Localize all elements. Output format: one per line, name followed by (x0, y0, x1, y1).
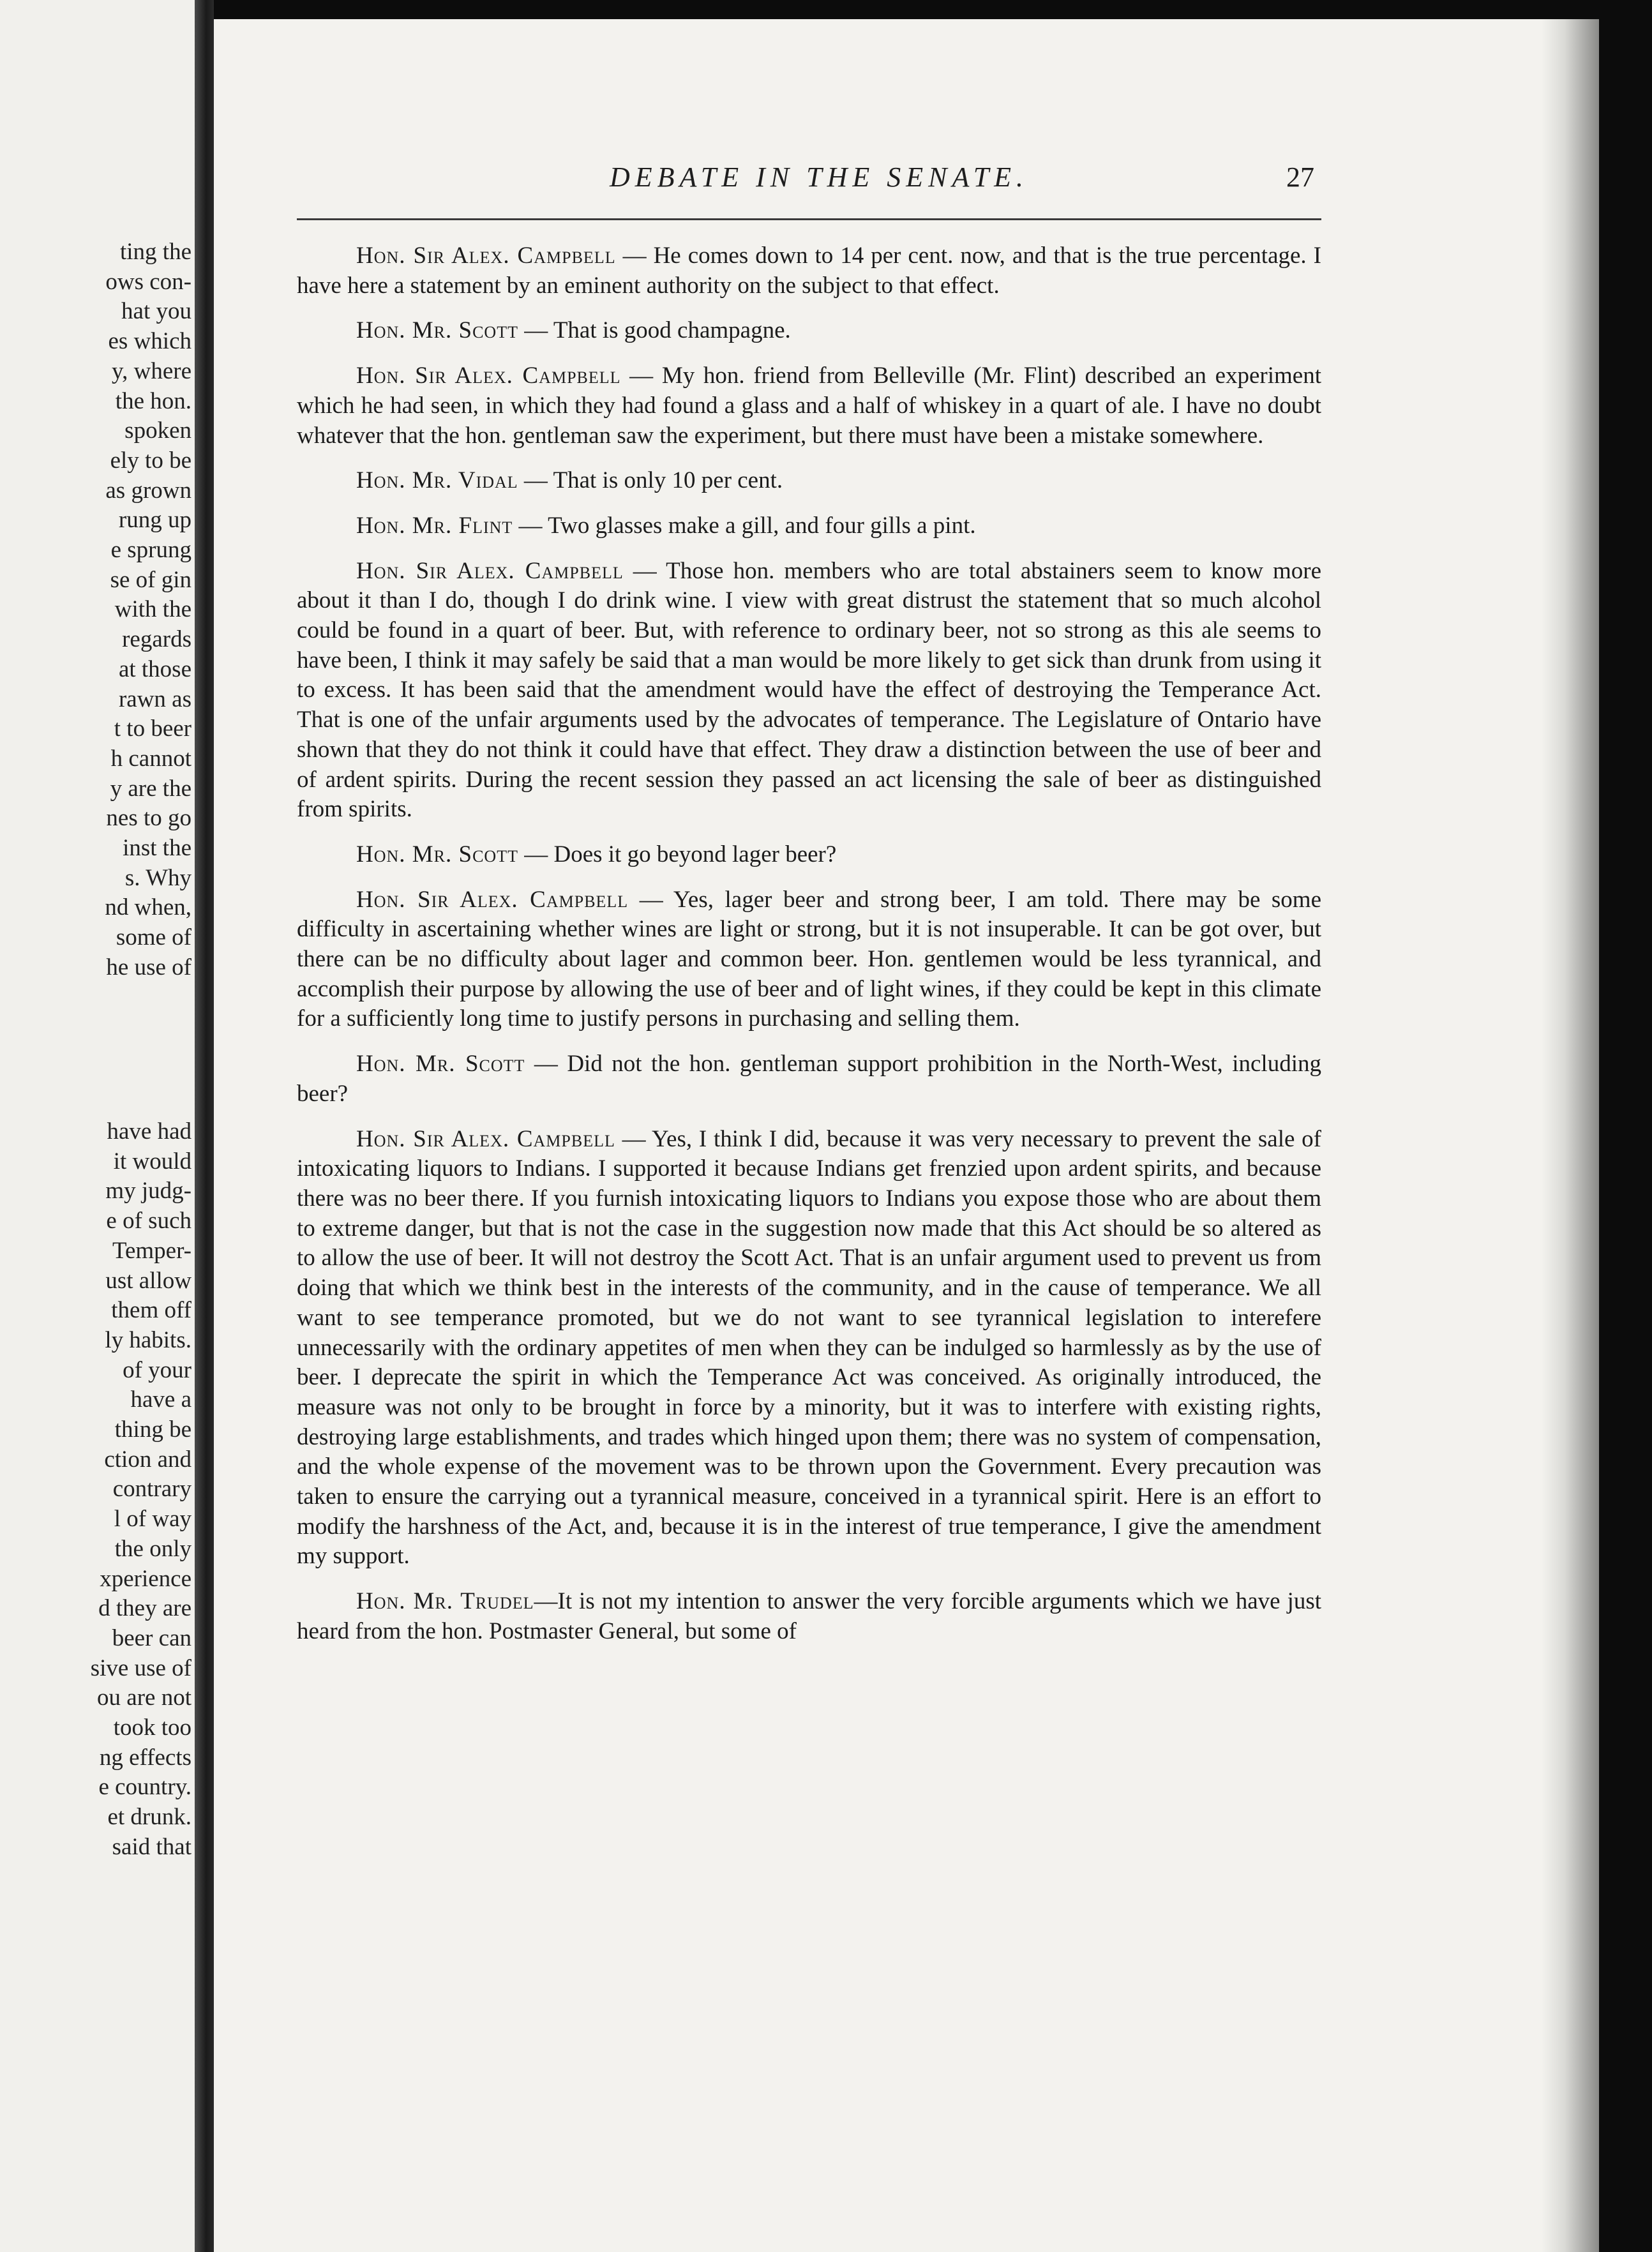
speaker-name: Hon. Sir Alex. Campbell (356, 243, 616, 269)
running-head (214, 161, 1599, 199)
speaker-name: Hon. Sir Alex. Campbell (356, 557, 624, 584)
facing-page-line: regards (122, 626, 191, 653)
facing-page-line: y, where (112, 357, 191, 384)
facing-page-line: rawn as (118, 686, 191, 712)
facing-page-line: xperience (100, 1565, 191, 1592)
facing-page-line: some of (116, 924, 191, 951)
facing-page-line: l of way (114, 1506, 191, 1533)
speaker-name: Hon. Sir Alex. Campbell (356, 886, 629, 913)
facing-page-line: as grown (105, 477, 191, 504)
facing-page-line: beer can (112, 1625, 191, 1651)
speech-text: — Yes, I think I did, because it was very necessary to prevent the sale of intoxicating liquors to Indians. I supported it because Indians get frenzied upon ardent spirits, and because there was no beer there. If you furnish intoxicating liquors to Indians you expose those who are about them to extreme danger, but that is not the case in the suggestion now made that this Act should be so altered as to allow the use of beer. It will not destroy the Scott Act. That is an unfair argument used to prevent us from doing that which we think best in the interests of the community, and in the cause of temperance. We all want to see temperance promoted, but we do not want to see tyrannical legislation to interefere unnecessarily with the ordinary appetites of men when they can be indulged so harmlessly as by the use of beer. I deprecate the spirit in which the Temperance Act was conceived. As originally introduced, the measure was not only to be brought in force by a minority, but it was to interfere with existing rights, destroying large establishments, and trades which hinged upon them; there was no system of compensation, and the whole expense of the movement was to be thrown upon the Government. Every precaution was taken to ensure the carrying out a tyrannical measure, conceived in a tyrannical spirit. Here is an effort to modify the harshness of the Act, and, because it is in the interest of true temperance, I give the amendment my support. (297, 1125, 1321, 1570)
facing-page-line: the only (114, 1535, 191, 1562)
facing-page-line: at those (118, 656, 191, 682)
header-rule (297, 218, 1321, 220)
speech-paragraph (297, 316, 1321, 346)
speech-text: —It is not my intention to answer the very forcible arguments which we have just heard from the hon. Postmaster General, but some of (297, 1588, 1321, 1644)
book-gutter (195, 0, 214, 2252)
speaker-name: Hon. Sir Alex. Campbell (356, 1125, 615, 1152)
facing-page-line: hat you (121, 298, 191, 325)
speech-text: — He comes down to 14 per cent. now, and that is the true percentage. I have here a statement by an eminent authority on the subject to that effect. (297, 243, 1321, 299)
speaker-name: Hon. Mr. Scott (356, 841, 518, 867)
facing-page-line: thing be (114, 1416, 191, 1443)
speech-paragraph (297, 885, 1321, 1035)
facing-page-line: spoken (124, 417, 191, 444)
page-edge-shadow (1542, 19, 1599, 2252)
body-text (297, 241, 1321, 1662)
speech-paragraph (297, 241, 1321, 301)
facing-page-line: sive use of (90, 1655, 191, 1681)
speech-paragraph (297, 1125, 1321, 1572)
facing-page-line: ust allow (105, 1267, 191, 1294)
speech-paragraph (297, 511, 1321, 541)
facing-page-line: nd when, (105, 894, 191, 921)
facing-page-line: have had (107, 1118, 191, 1145)
speech-text: — That is only 10 per cent. (518, 467, 783, 494)
speaker-name: Hon. Mr. Scott (356, 317, 518, 344)
facing-page-line: d they are (98, 1595, 191, 1622)
facing-page-line: e of such (106, 1208, 191, 1235)
facing-page-line: ly habits. (105, 1326, 191, 1353)
speech-paragraph (297, 840, 1321, 870)
facing-page-line: have a (130, 1386, 191, 1413)
facing-page-line: it would (113, 1148, 191, 1175)
facing-page-line: t to beer (114, 716, 191, 742)
speech-text: — Two glasses make a gill, and four gills a pint. (513, 512, 976, 539)
facing-page-line: ting the (119, 239, 191, 265)
speaker-name: Hon. Mr. Trudel (356, 1588, 534, 1615)
facing-page-line: et drunk. (107, 1804, 191, 1831)
page-number: 27 (1286, 161, 1314, 193)
facing-page-line: he use of (106, 954, 191, 980)
speaker-name: Hon. Mr. Scott (356, 1051, 525, 1077)
facing-page-line: ng effects (99, 1744, 191, 1771)
facing-page-line: ction and (104, 1446, 191, 1473)
speech-text: — That is good champagne. (518, 317, 791, 344)
facing-page-line: ows con- (105, 268, 191, 295)
facing-page-line: took too (113, 1715, 191, 1741)
facing-page-line: rung up (118, 507, 191, 534)
speech-paragraph (297, 466, 1321, 496)
facing-page-line: ou are not (97, 1685, 191, 1711)
facing-page-line: e country. (98, 1774, 191, 1801)
facing-page-line: of your (123, 1356, 191, 1383)
facing-page-line: y are the (110, 775, 191, 802)
facing-page-line: nes to go (106, 805, 191, 832)
speech-text: — Those hon. members who are total abstainers seem to know more about it than I do, though I do drink wine. I view with great distrust the statement that so much alcohol could be found in a quart of beer. But, with reference to ordinary beer, not so strong as this ale seems to have been, I think it may safely be said that a man would be more likely to get sick than drunk from using it to excess. It has been said that the amendment would have the effect of destroying the Temperance Act. That is one of the unfair arguments used by the advocates of temperance. The Legislature of Ontario have shown that they do not think it could have that effect. They draw a distinction between the use of beer and of ardent spirits. During the recent session they passed an act licensing the sale of beer as distinguished from spirits. (297, 557, 1321, 823)
facing-page-line: Temper- (112, 1237, 191, 1264)
facing-page-line: my judg- (105, 1178, 191, 1205)
facing-page-line: contrary (112, 1476, 191, 1503)
facing-page-line: se of gin (110, 566, 191, 593)
speaker-name: Hon. Sir Alex. Campbell (356, 363, 621, 389)
facing-page-line: e sprung (110, 537, 191, 563)
speech-paragraph (297, 1049, 1321, 1109)
speech-paragraph (297, 557, 1321, 825)
facing-page-line: h cannot (110, 745, 191, 772)
facing-page-line: ely to be (110, 447, 191, 474)
facing-page-line: the hon. (115, 387, 191, 414)
facing-page-line: with the (114, 596, 191, 623)
speech-paragraph (297, 361, 1321, 451)
document-page (214, 19, 1599, 2252)
speech-text: — Yes, lager beer and strong beer, I am told. There may be some difficulty in ascertaining whether wines are light or strong, but it is not insuperable. It can be got over, but there can be no difficulty about lager and common beer. Hon. gentlemen would be less tyrannical, and accomplish their purpose by allowing the use of beer and of light wines, if they could be kept in this climate for a sufficiently long time to justify persons in purchasing and selling them. (297, 886, 1322, 1032)
speech-paragraph (297, 1587, 1321, 1646)
facing-page-fragment (0, 0, 195, 2252)
speaker-name: Hon. Mr. Flint (356, 512, 513, 539)
facing-page-line: s. Why (124, 864, 191, 891)
speech-text: — Does it go beyond lager beer? (518, 841, 837, 867)
speaker-name: Hon. Mr. Vidal (356, 467, 518, 494)
facing-page-line: inst the (123, 835, 191, 861)
running-head-title: DEBATE IN THE SENATE. (610, 161, 1029, 193)
speech-text: — Did not the hon. gentleman support prohibition in the North-West, including beer? (297, 1051, 1321, 1107)
facing-page-line: them off (111, 1297, 191, 1324)
speech-text: — My hon. friend from Belleville (Mr. Flint) described an experiment which he had seen, in which they had found a glass and a half of whiskey in a quart of ale. I have no doubt whatever that the hon. gentleman saw the experiment, but there must have been a mistake somewhere. (297, 363, 1321, 449)
facing-page-line: said that (112, 1833, 191, 1860)
facing-page-line: es which (108, 328, 191, 355)
